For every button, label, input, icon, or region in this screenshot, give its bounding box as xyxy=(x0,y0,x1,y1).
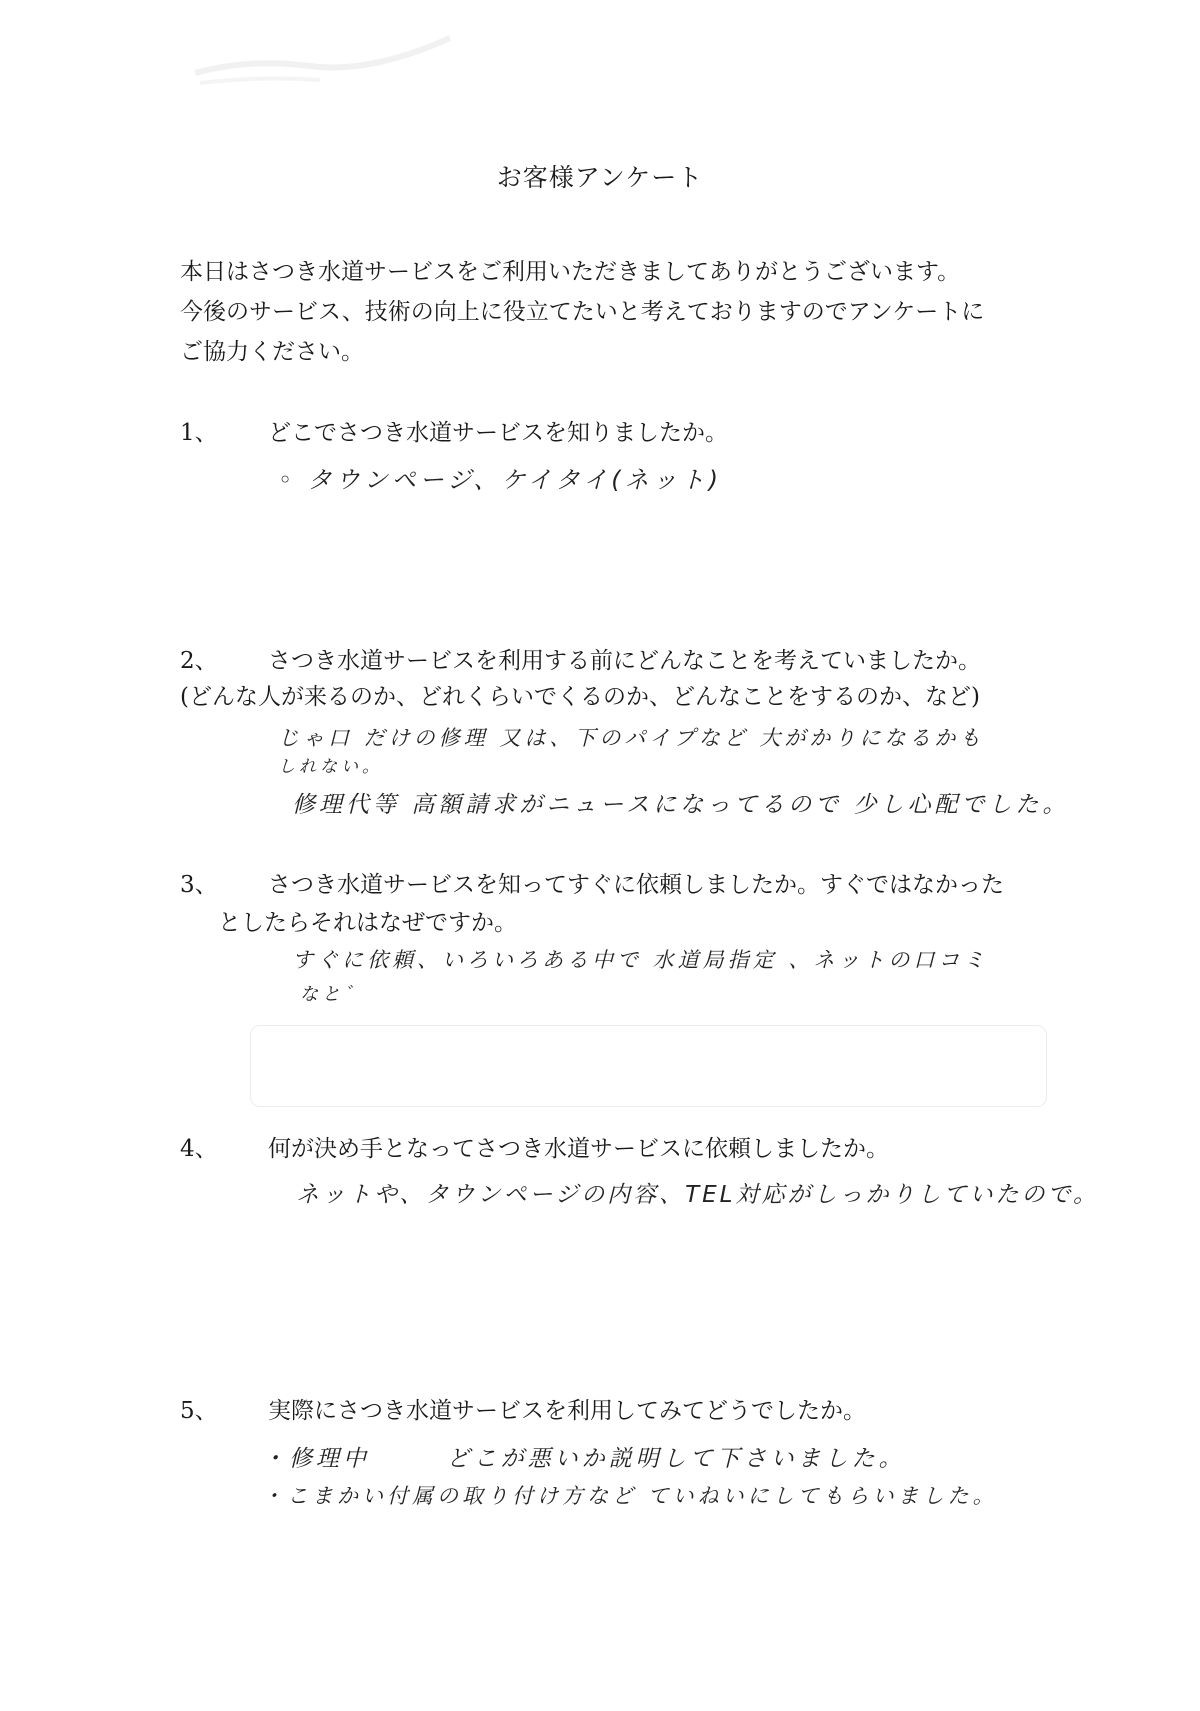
question-5-text: 実際にさつき水道サービスを利用してみてどうでしたか。 xyxy=(268,1398,866,1424)
question-1-answer: ◦ タウンページ、ケイタイ(ネット) xyxy=(278,466,722,494)
question-5-answer-line: ・修理中 どこが悪いか説明して下さいました。 xyxy=(262,1446,906,1472)
question-2-answer-line: しれない。 xyxy=(278,757,383,777)
question-3-subtext: としたらそれはなぜですか。 xyxy=(218,910,517,936)
intro-text xyxy=(180,252,984,372)
question-3-answer-line: なと゛ xyxy=(300,984,366,1005)
survey-title: お客様アンケート xyxy=(496,163,704,192)
question-2-text: さつき水道サービスを利用する前にどんなことを考えていましたか。 xyxy=(268,648,981,674)
question-2-answer-line: 修理代等 高額請求がニュースになってるので 少し心配でした。 xyxy=(292,792,1070,818)
question-3-text: さつき水道サービスを知ってすぐに依頼しましたか。すぐではなかった xyxy=(268,872,1004,898)
intro-line: ご協力ください。 xyxy=(180,339,364,365)
question-4-number: 4、 xyxy=(180,1136,218,1162)
question-1-number: 1、 xyxy=(180,420,218,446)
question-4-answer: ネットや、タウンページの内容、TEL対応がしっかりしていたので。 xyxy=(296,1182,1100,1208)
question-5-number: 5、 xyxy=(180,1398,218,1424)
question-5-answer-line: ・こまかい付属の取り付け方など ていねいにしてもらいました。 xyxy=(262,1484,998,1508)
question-2-answer-line: じゃ口 だけの修理 又は、下のパイプなど 大がかりになるかも xyxy=(278,726,985,750)
question-2-subtext: (どんな人が来るのか、どれくらいでくるのか、どんなことをするのか、など) xyxy=(180,684,980,710)
question-2-number: 2、 xyxy=(180,648,218,674)
question-3-answer-line: すぐに依頼、いろいろある中で 水道局指定 、ネットの口コミ xyxy=(292,948,989,972)
question-3-number: 3、 xyxy=(180,872,218,898)
intro-line: 本日はさつき水道サービスをご利用いただきましてありがとうございます。 xyxy=(180,259,961,285)
question-1-text: どこでさつき水道サービスを知りましたか。 xyxy=(268,420,728,446)
bleed-through-box xyxy=(250,1025,1047,1107)
scan-smudge xyxy=(190,28,460,88)
intro-line: 今後のサービス、技術の向上に役立てたいと考えておりますのでアンケートに xyxy=(180,299,985,325)
question-4-text: 何が決め手となってさつき水道サービスに依頼しましたか。 xyxy=(268,1136,889,1162)
